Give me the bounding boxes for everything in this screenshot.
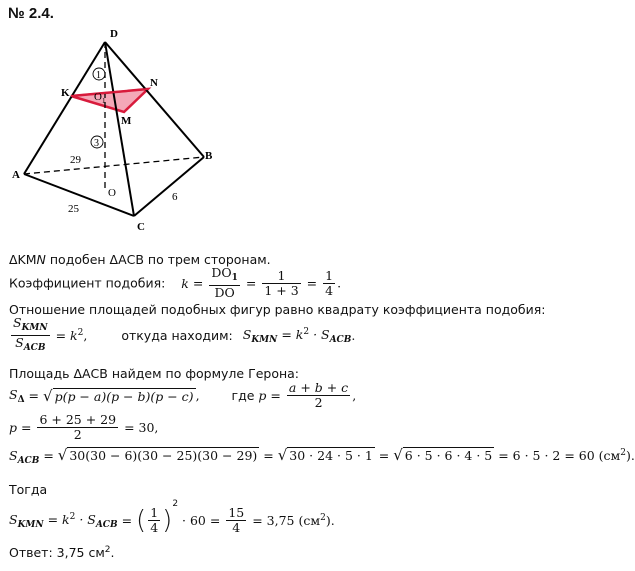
label-a: A (12, 169, 20, 181)
answer: Ответ: 3,75 $см^2$. (9, 545, 115, 561)
label-c: C (137, 221, 145, 233)
heron-intro: Площадь ΔАСВ найдем по формуле Герона: (9, 366, 300, 381)
area-kmn-calculation: $S_{KMN} = k^2 \cdot S_{ACB}$ = ( $\frac{1}{4}$ )$^2$ · 60 = $\frac{15}{4}$ = 3,75 $(см^2)$. (9, 499, 335, 536)
ratio-label-lower: 3 (94, 138, 99, 149)
length-bc: 6 (172, 191, 178, 203)
edge-da (24, 42, 105, 174)
similarity-coefficient: Коэффициент подобия: k = $\frac{DO_1}{DO}$ = $\frac{1}{1 + 3}$ = $\frac{1}{4}$ . (9, 265, 342, 300)
similarity-statement: ΔKMN подобен ΔАСВ по трем сторонам. (9, 252, 271, 267)
label-o1: $O_1$ (94, 91, 106, 105)
label-m: M (121, 115, 132, 127)
edge-ac (24, 174, 134, 216)
area-acb-calculation: $S_{ACB}$ = √ 30(30 − 6)(30 − 25)(30 − 29) = √ 30 · 24 · 5 · 1 = √ 6 · 5 · 6 · 4 · 5 = 6 · 5 · 2 = 60 $(см^2)$. (9, 446, 635, 466)
area-ratio-statement: Отношение площадей подобных фигур равно квадрату коэффициента подобия: (9, 302, 546, 317)
area-ratio-formula: $\frac{S_{KMN}}{S_{ACB}}$ = $k^2$, откуда находим: $S_{KMN} = k^2 \cdot S_{ACB}$. (13, 315, 356, 353)
label-o: O (108, 187, 116, 199)
problem-number: № 2.4. (8, 5, 54, 22)
edge-cb (134, 157, 204, 216)
then-label: Тогда (9, 482, 48, 497)
label-n: N (150, 77, 158, 89)
label-b: B (205, 150, 213, 162)
label-k: K (61, 87, 70, 99)
edge-ab-hidden (24, 157, 204, 174)
label-d: D (110, 28, 118, 40)
length-ab: 29 (70, 154, 81, 166)
length-ac: 25 (68, 203, 79, 215)
heron-formula: $S_\Delta$ = √ p(p − a)(p − b)(p − c) , где p = $\frac{a + b + c}{2}$ , (9, 380, 357, 410)
semi-perimeter: p = $\frac{6 + 25 + 29}{2}$ = 30, (9, 412, 159, 442)
ratio-label-upper: 1 (96, 70, 101, 81)
